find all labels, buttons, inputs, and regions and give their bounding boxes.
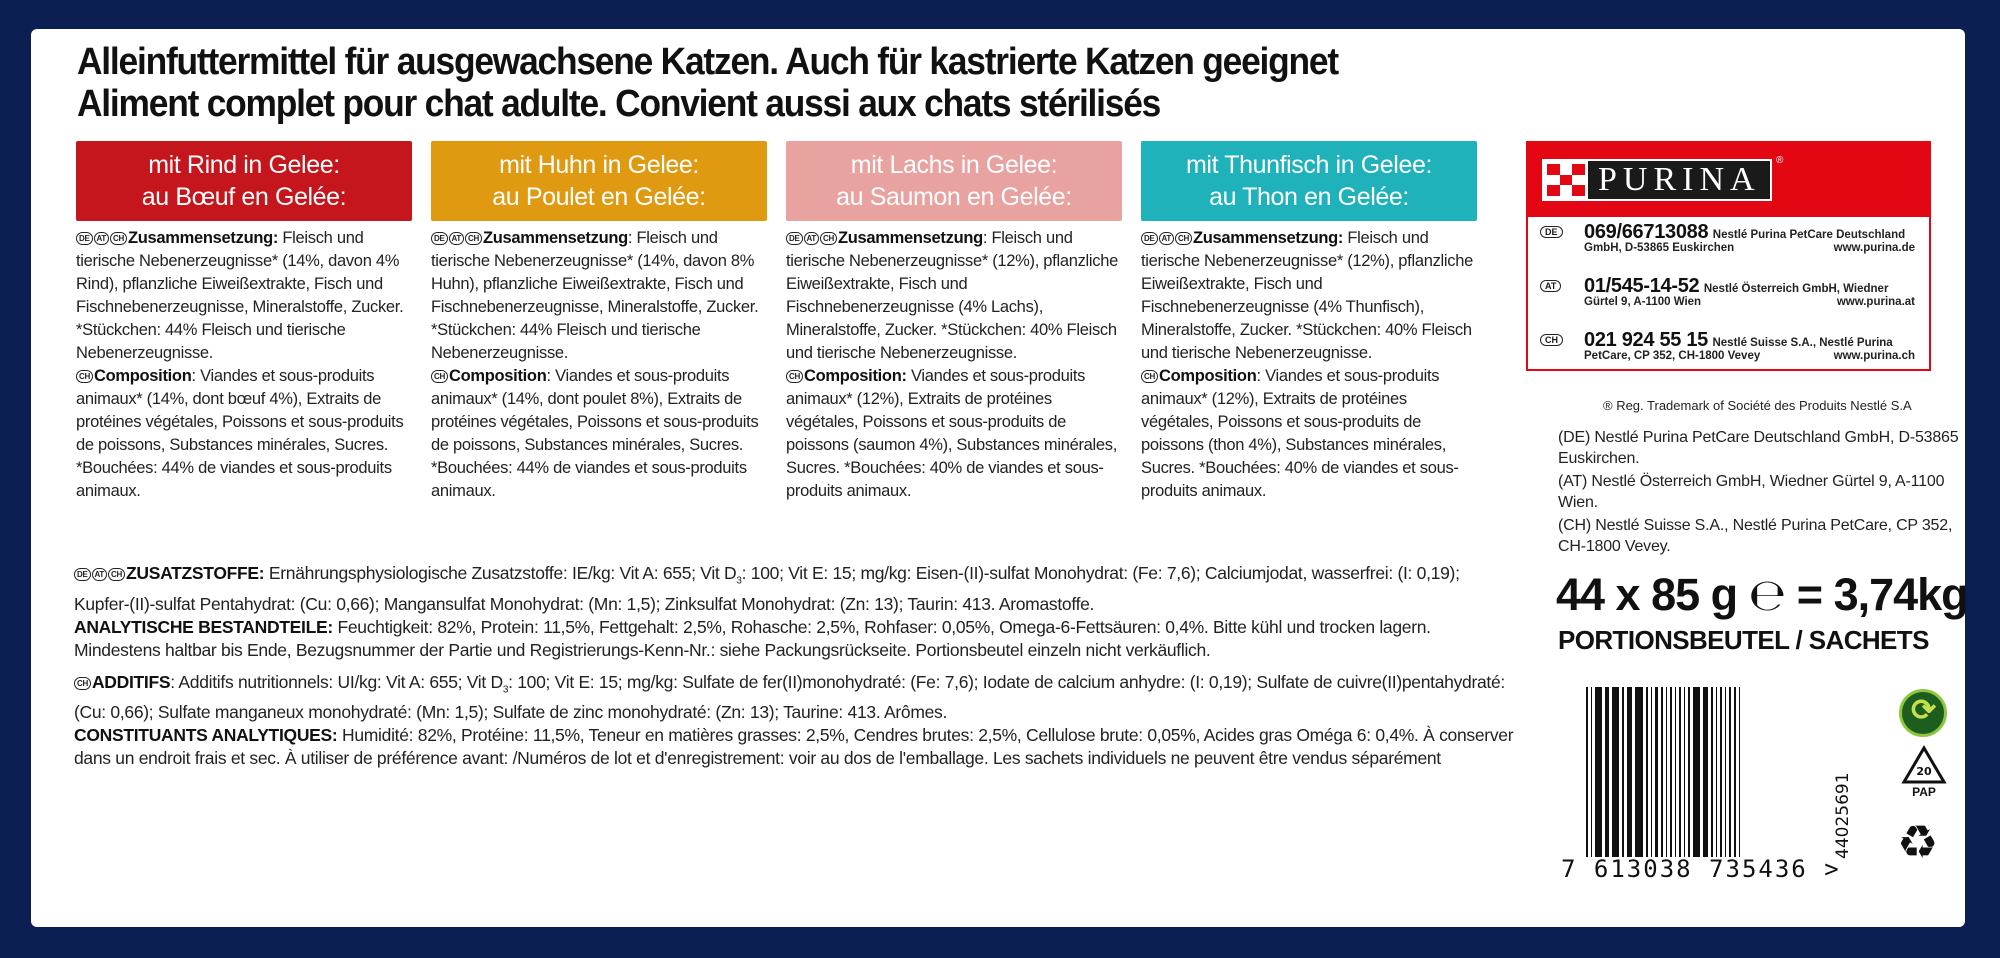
checkerboard-icon <box>1544 161 1588 199</box>
triangle-arrows-icon <box>1901 745 1947 785</box>
purina-header <box>1528 143 1929 217</box>
green-dot-icon <box>1899 689 1947 737</box>
composition-text-fr: : Viandes et sous-produits animaux* (14%, dont poulet 8%), Extraits de protéines végétales, Poissons et sous-produits de poissons, Substances minérales, Sucres. *Bouchées: 44% de viandes et sous-produits animaux. <box>431 367 759 500</box>
contact-ch <box>1528 329 1929 379</box>
org-address: Gürtel 9, A-1100 Wien <box>1584 296 1702 308</box>
flag-de-icon: DE <box>1540 226 1563 238</box>
flag-ch-icon: CH <box>1540 334 1563 346</box>
org-address: GmbH, D-53865 Euskirchen <box>1584 242 1735 254</box>
flag-de-icon: DE <box>76 232 93 245</box>
purina-logo <box>1542 159 1772 201</box>
variant-composition <box>431 227 767 503</box>
registered-mark: ® <box>1776 155 1784 166</box>
composition-text-fr: : Viandes et sous-produits animaux* (12%), Extraits de protéines végétales, Poissons et sous-produits de poissons (thon 4%), Substances minérales, Sucres. *Bouchées: 40% de viandes et sous-produits animaux. <box>1141 367 1459 500</box>
additives-text-de: Ernährungsphysiologische Zusatzstoffe: IE/kg: Vit A: 655; Vit D <box>264 563 737 583</box>
flag-ch-icon: CH <box>820 232 837 245</box>
analytic-text-de: Feuchtigkeit: 82%, Protein: 11,5%, Fettgehalt: 2,5%, Rohasche: 2,5%, Rohfaser: 0,05%, Omega-6-Fettsäuren: 0,4%. Bitte kühl und trocken lagern. Mindestens haltbar bis Ende, Bezugsnummer der Partie und Registrierungs-Kenn-Nr.: siehe Packungsrückseite. Portionsbeutel einzeln nicht verkäuflich. <box>74 616 1431 660</box>
svg-text:20: 20 <box>1916 765 1932 778</box>
composition-label-de: Zusammensetzung: <box>127 229 279 247</box>
manufacturer-addresses <box>1558 427 1978 559</box>
analytic-fr <box>74 724 1514 770</box>
purina-contact-box <box>1526 141 1931 371</box>
additives-de <box>74 562 1514 616</box>
flag-ch-icon: CH <box>1141 370 1158 383</box>
additives-fr <box>74 671 1514 725</box>
analytic-de <box>74 616 1514 662</box>
flag-de-icon: DE <box>1141 232 1158 245</box>
flag-de-icon: DE <box>431 232 448 245</box>
brand-name: PURINA <box>1598 161 1761 198</box>
variant-columns <box>76 141 1490 556</box>
flag-ch-icon: CH <box>465 232 482 245</box>
org-name: Nestlé Österreich GmbH, Wiedner <box>1703 283 1889 295</box>
variant-rind <box>76 141 412 503</box>
composition-text-de: : Fleisch und tierische Nebenerzeugnisse* (14%, davon 8% Huhn), pflanzliche Eiweißextrakte, Fisch und Fischnebenerzeugnisse, Mineralstoffe, Zucker. *Stückchen: 44% Fleisch und tierische Nebenerzeugnisse. <box>431 229 759 362</box>
flag-ch-icon: CH <box>786 370 803 383</box>
composition-label-fr: Composition <box>1158 367 1257 385</box>
barcode-digits: 7 613038 735436 > <box>1561 855 1841 883</box>
address-de: (DE) Nestlé Purina PetCare Deutschland GmbH, D-53865 Euskirchen. <box>1558 429 1959 467</box>
address-ch: (CH) Nestlé Suisse S.A., Nestlé Purina PetCare, CP 352, CH-1800 Vevey. <box>1558 517 1953 555</box>
website-link[interactable]: www.purina.ch <box>1833 350 1915 362</box>
variant-thunfisch <box>1141 141 1477 503</box>
flag-ch-icon: CH <box>74 677 91 690</box>
composition-text-de: Fleisch und tierische Nebenerzeugnisse* (14%, davon 4% Rind), pflanzliche Eiweißextrakte, Fisch und Fischnebenerzeugnisse, Mineralstoffe, Zucker. *Stückchen: 44% Fleisch und tierische Nebenerzeugnisse. <box>76 229 404 362</box>
variant-title-de: mit Rind in Gelee: <box>148 151 340 179</box>
pack-label: PORTIONSBEUTEL / SACHETS <box>1558 625 1929 655</box>
analytic-label-de: ANALYTISCHE BESTANDTEILE: <box>74 616 333 637</box>
composition-label-de: Zusammensetzung <box>837 229 983 247</box>
variant-title-fr: au Saumon en Gelée: <box>836 183 1072 211</box>
variant-title-de: mit Lachs in Gelee: <box>850 151 1058 179</box>
variant-huhn <box>431 141 767 503</box>
pap-label: PAP <box>1912 785 1936 799</box>
estimated-sign-icon: ℮ <box>1748 570 1786 621</box>
composition-label-fr: Composition: <box>803 367 907 385</box>
additives-text-de-cont: : 100; Vit E: 15; mg/kg: Eisen-(II)-sulfat Monohydrat: (Fe: 7,6); Calciumjodat, wasserfrei: (I: 0,19); Kupfer-(II)-sulfat Pentahydrat: (Cu: 0,66); Mangansulfat Monohydrat: (Mn: 1,5); Zinksulfat Monohydrat: (Zn: 13); Taurin: 413. Aromastoffe. <box>74 563 1460 614</box>
additives-section <box>74 562 1514 770</box>
flag-at-icon: AT <box>94 232 109 245</box>
analytic-text-fr: Humidité: 82%, Protéine: 11,5%, Teneur en matières grasses: 2,5%, Cendres brutes: 2,5%, Cellulose brute: 0,05%, Acides gras Oméga 6: 0,4%. À conserver dans un endroit frais et sec. À utiliser de préférence avant: /Numéros de lot et d'enregistrement: voir au dos de l'emballage. Les sachets individuels ne peuvent être vendus séparément <box>74 725 1514 768</box>
additives-text-fr-cont: : 100; Vit E: 15; mg/kg: Sulfate de fer(II)monohydraté: (Fe: 7,6); Iodate de calcium anhydre: (I: 0,19); Sulfate de cuivre(II)pentahydraté: (Cu: 0,66); Sulfate manganeux monohydraté: (Mn: 1,5); Sulfate de zinc monohydraté: (Zn: 13); Taurine: 413. Arômes. <box>74 671 1505 722</box>
headline <box>77 41 1338 125</box>
variant-title-fr: au Bœuf en Gelée: <box>141 183 347 211</box>
flag-de-icon: DE <box>74 568 91 581</box>
composition-label-fr: Composition <box>93 367 192 385</box>
barcode-icon <box>1586 687 1816 882</box>
additives-label-de: ZUSATZSTOFFE: <box>125 563 265 583</box>
address-at: (AT) Nestlé Österreich GmbH, Wiedner Gürtel 9, A-1100 Wien. <box>1558 473 1945 511</box>
flag-at-icon: AT <box>804 232 819 245</box>
total-weight: = 3,74kg <box>1796 569 1968 620</box>
packaging-panel <box>31 29 1968 927</box>
variant-title-de: mit Huhn in Gelee: <box>499 151 699 179</box>
variant-composition <box>76 227 412 503</box>
additives-label-fr: ADDITIFS <box>91 671 171 692</box>
flag-at-icon: AT <box>92 568 107 581</box>
flag-ch-icon: CH <box>431 370 448 383</box>
analytic-label-fr: CONSTITUANTS ANALYTIQUES: <box>74 725 338 745</box>
flag-ch-icon: CH <box>110 232 127 245</box>
side-code: 44025691 <box>1833 772 1853 859</box>
contact-de <box>1528 221 1929 271</box>
flag-ch-icon: CH <box>108 568 125 581</box>
org-name: Nestlé Purina PetCare Deutschland <box>1712 229 1906 241</box>
variant-title-de: mit Thunfisch in Gelee: <box>1185 151 1432 179</box>
composition-label-de: Zusammensetzung <box>482 229 628 247</box>
subscript: 3 <box>736 575 742 587</box>
flag-at-icon: AT <box>449 232 464 245</box>
composition-label-de: Zusammensetzung: <box>1192 229 1344 247</box>
org-name: Nestlé Suisse S.A., Nestlé Purina <box>1712 337 1893 349</box>
flag-at-icon: AT <box>1540 280 1561 292</box>
variant-header-rind <box>76 141 412 221</box>
org-address: PetCare, CP 352, CH-1800 Vevey <box>1584 350 1761 362</box>
net-weight <box>1556 569 1968 621</box>
variant-composition <box>786 227 1122 503</box>
variant-header-thunfisch <box>1141 141 1477 221</box>
count-weight: 44 x 85 g <box>1556 569 1738 620</box>
additives-text-fr: : Additifs nutritionnels: UI/kg: Vit A: 655; Vit D <box>170 671 503 692</box>
website-link[interactable]: www.purina.de <box>1833 242 1915 254</box>
website-link[interactable]: www.purina.at <box>1836 296 1915 308</box>
variant-header-huhn <box>431 141 767 221</box>
composition-text-de: Fleisch und tierische Nebenerzeugnisse* (12%), pflanzliche Eiweißextrakte, Fisch und Fischnebenerzeugnisse (4% Thunfisch), Mineralstoffe, Zucker. *Stückchen: 40% Fleisch und tierische Nebenerzeugnisse. <box>1141 229 1473 362</box>
variant-header-lachs <box>786 141 1122 221</box>
composition-text-fr: : Viandes et sous-produits animaux* (14%, dont bœuf 4%), Extraits de protéines végétales, Poissons et sous-produits de poissons, Substances minérales, Sucres. *Bouchées: 44% de viandes et sous-produits animaux. <box>76 367 404 500</box>
flag-at-icon: AT <box>1159 232 1174 245</box>
variant-composition <box>1141 227 1477 503</box>
trademark-note: ® Reg. Trademark of Société des Produits Nestlé S.A <box>1603 398 1912 413</box>
flag-ch-icon: CH <box>1175 232 1192 245</box>
contact-at <box>1528 275 1929 325</box>
flag-de-icon: DE <box>786 232 803 245</box>
variant-title-fr: au Poulet en Gelée: <box>492 183 706 211</box>
variant-lachs <box>786 141 1122 503</box>
phone-number[interactable]: 021 924 55 15 <box>1584 329 1709 351</box>
phone-number[interactable]: 01/545-14-52 <box>1584 275 1700 297</box>
phone-number[interactable]: 069/66713088 <box>1584 221 1709 243</box>
recycle-icon: ♻ <box>1897 816 1939 868</box>
headline-de: Alleinfuttermittel für ausgewachsene Katzen. Auch für kastrierte Katzen geeignet <box>77 41 1338 83</box>
headline-fr: Aliment complet pour chat adulte. Convient aussi aux chats stérilisés <box>77 83 1161 125</box>
composition-label-fr: Composition <box>448 367 547 385</box>
composition-text-fr: Viandes et sous-produits animaux* (12%), Extraits de protéines végétales, Poissons et sous-produits de poissons (saumon 4%), Substances minérales, Sucres. *Bouchées: 40% de viandes et sous-produits animaux. <box>786 367 1118 500</box>
subscript: 3 <box>502 684 509 695</box>
composition-text-de: : Fleisch und tierische Nebenerzeugnisse* (12%), pflanzliche Eiweißextrakte, Fisch und Fischnebenerzeugnisse (4% Lachs), Mineralstoffe, Zucker. *Stückchen: 40% Fleisch und tierische Nebenerzeugnisse. <box>786 229 1118 362</box>
flag-ch-icon: CH <box>76 370 93 383</box>
pap-recycling-icon <box>1897 745 1951 799</box>
variant-title-fr: au Thon en Gelée: <box>1209 183 1409 211</box>
